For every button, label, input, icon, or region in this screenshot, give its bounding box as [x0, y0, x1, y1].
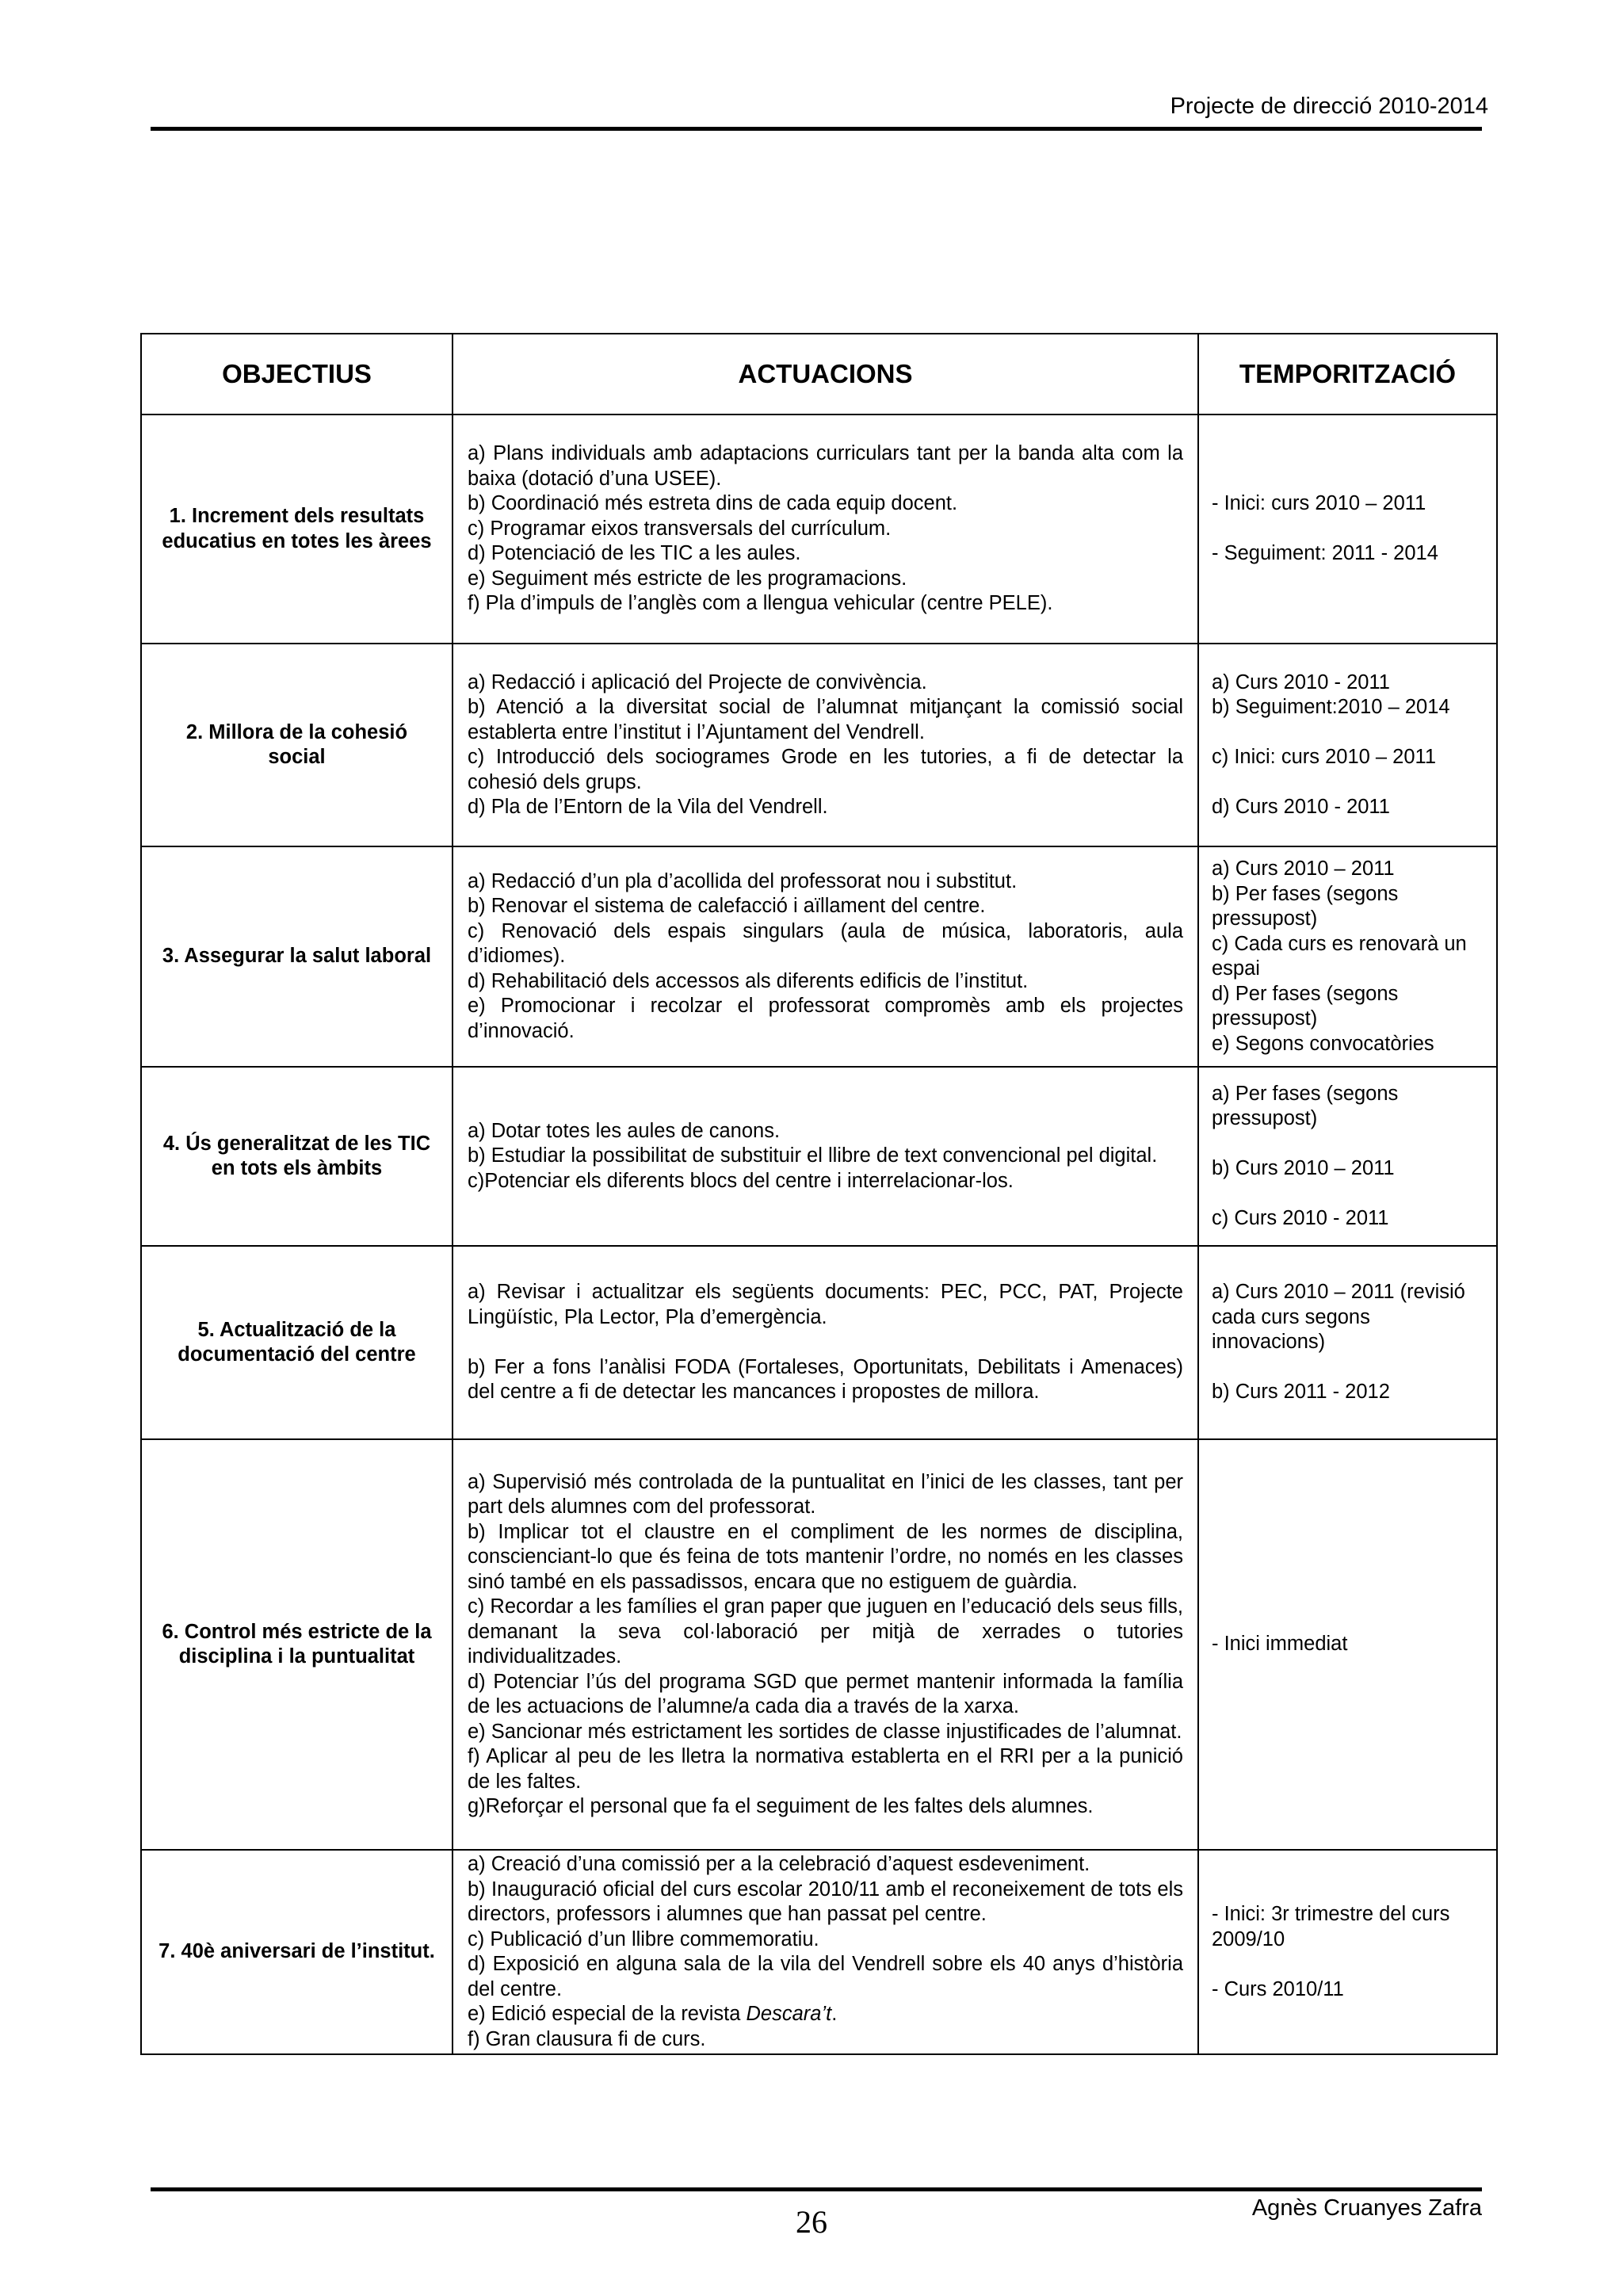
action-item: b) Estudiar la possibilitat de substituir el llibre de text convencional pel digital. — [468, 1144, 1158, 1167]
col-header-objectius: OBJECTIUS — [141, 334, 453, 415]
timing-item: b) Per fases (segons pressupost) — [1212, 882, 1399, 930]
timing-item: a) Curs 2010 – 2011 (revisió cada curs segons innovacions) — [1212, 1281, 1465, 1354]
actions-cell — [453, 1439, 1198, 1850]
action-item: b) Implicar tot el claustre en el compliment de les normes de disciplina, conscienciant-lo que és feina de tots mantenir l’ordre, no només en les classes sinó també en els passadissos, encara que no estiguem de guàrdia. — [468, 1520, 1183, 1593]
timing-spacer — [1212, 720, 1485, 746]
timing-item: d) Per fases (segons pressupost) — [1212, 982, 1399, 1030]
objective-cell: 7. 40è aniversari de l’institut. — [141, 1850, 453, 2054]
action-item: d) Rehabilitació dels accessos als diferents edificis de l’institut. — [468, 969, 1029, 992]
timing-cell — [1198, 644, 1497, 846]
action-item: d) Exposició en alguna sala de la vila del Vendrell sobre els 40 anys d’història del centre. — [468, 1953, 1183, 2000]
table-row — [141, 1439, 1497, 1850]
actions-cell — [453, 1246, 1198, 1439]
col-header-actuacions: ACTUACIONS — [453, 334, 1198, 415]
col-header-temporitzacio: TEMPORITZACIÓ — [1198, 334, 1497, 415]
timing-item: c) Inici: curs 2010 – 2011 — [1212, 746, 1437, 768]
action-item: g)Reforçar el personal que fa el seguiment de les faltes dels alumnes. — [468, 1795, 1094, 1817]
objective-cell: 3. Assegurar la salut laboral — [141, 846, 453, 1067]
action-item: b) Atenció a la diversitat social de l’alumnat mitjançant la comissió social establerta entre l’institut i l’Ajuntament del Vendrell. — [468, 696, 1183, 743]
timing-cell — [1198, 1246, 1497, 1439]
table-row — [141, 1067, 1497, 1246]
timing-item: - Inici: curs 2010 – 2011 — [1212, 492, 1426, 515]
action-item: c) Publicació d’un llibre commemoratiu. — [468, 1927, 819, 1950]
action-item: a) Plans individuals amb adaptacions curriculars tant per la banda alta com la baixa (dotació d’una USEE). — [468, 442, 1183, 490]
magazine-title: Descara’t — [746, 2003, 832, 2025]
footer-author: Agnès Cruanyes Zafra — [1251, 2195, 1482, 2221]
objectives-table — [140, 333, 1498, 2055]
timing-cell — [1198, 1850, 1497, 2054]
timing-cell — [1198, 415, 1497, 644]
action-item: c) Recordar a les famílies el gran paper que juguen en l’educació dels seus fills, demanant la seva col·laboració per mitjà de xerrades o tutories individualitzades. — [468, 1595, 1183, 1668]
timing-item: d) Curs 2010 - 2011 — [1212, 796, 1390, 818]
actions-cell — [453, 1067, 1198, 1246]
action-item — [468, 2002, 1183, 2027]
action-item: a) Creació d’una comissió per a la celebració d’aquest esdeveniment. — [468, 1853, 1090, 1875]
timing-spacer — [1212, 517, 1485, 542]
actions-cell — [453, 644, 1198, 846]
action-item: f) Gran clausura fi de curs. — [468, 2027, 706, 2050]
timing-cell — [1198, 1439, 1497, 1850]
header-title: Projecte de direcció 2010-2014 — [1170, 94, 1488, 119]
action-item: c) Programar eixos transversals del currículum. — [468, 517, 892, 540]
page-number: 26 — [796, 2204, 827, 2240]
action-item: e) Seguiment més estricte de les programacions. — [468, 567, 907, 590]
footer-rule — [151, 2187, 1482, 2191]
objective-cell: 4. Ús generalitzat de les TIC en tots els àmbits — [141, 1067, 453, 1246]
timing-item: - Curs 2010/11 — [1212, 1977, 1344, 2000]
timing-item: a) Curs 2010 - 2011 — [1212, 670, 1390, 693]
timing-item: a) Per fases (segons pressupost) — [1212, 1082, 1399, 1129]
timing-spacer — [1212, 770, 1485, 796]
action-item: c) Introducció dels sociogrames Grode en les tutories, a fi de detectar la cohesió dels grups. — [468, 746, 1183, 793]
actions-cell — [453, 1850, 1198, 2054]
timing-spacer — [1212, 1952, 1485, 1977]
objective-cell: 2. Millora de la cohesió social — [141, 644, 453, 846]
timing-item: b) Curs 2010 – 2011 — [1212, 1157, 1395, 1179]
timing-cell — [1198, 1067, 1497, 1246]
action-item: f) Aplicar al peu de les lletra la normativa establerta en el RRI per a la punició de les faltes. — [468, 1745, 1183, 1793]
timing-item: c) Cada curs es renovarà un espai — [1212, 932, 1467, 980]
action-item: b) Coordinació més estreta dins de cada equip docent. — [468, 492, 958, 515]
action-item: c) Renovació dels espais singulars (aula de música, laboratoris, aula d’idiomes). — [468, 919, 1183, 968]
action-item: b) Fer a fons l’anàlisi FODA (Fortaleses, Oportunitats, Debilitats i Amenaces) del centre a fi de detectar les mancances i propostes de millora. — [468, 1355, 1183, 1404]
timing-item: b) Seguiment:2010 – 2014 — [1212, 696, 1450, 718]
action-item: f) Pla d’impuls de l’anglès com a llengua vehicular (centre PELE). — [468, 592, 1053, 615]
action-item: a) Redacció d’un pla d’acollida del professorat nou i substitut. — [468, 869, 1018, 892]
action-item: a) Supervisió més controlada de la puntualitat en l’inici de les classes, tant per part dels alumnes com del professorat. — [468, 1470, 1183, 1518]
action-item: d) Potenciació de les TIC a les aules. — [468, 542, 801, 565]
objective-cell: 5. Actualització de la documentació del centre — [141, 1246, 453, 1439]
actions-cell — [453, 846, 1198, 1067]
objective-cell: 6. Control més estricte de la disciplina i la puntualitat — [141, 1439, 453, 1850]
action-item: a) Redacció i aplicació del Projecte de convivència. — [468, 670, 927, 693]
action-spacer — [468, 1330, 1183, 1355]
actions-cell — [453, 415, 1198, 644]
timing-item: e) Segons convocatòries — [1212, 1032, 1434, 1055]
timing-spacer — [1212, 1132, 1485, 1157]
table-row — [141, 644, 1497, 846]
timing-item: - Inici: 3r trimestre del curs 2009/10 — [1212, 1903, 1450, 1950]
action-item: b) Inauguració oficial del curs escolar 2010/11 amb el reconeixement de tots els directors, professors i alumnes que han passat pel centre. — [468, 1878, 1183, 1925]
timing-item: b) Curs 2011 - 2012 — [1212, 1381, 1390, 1404]
action-item: a) Revisar i actualitzar els següents documents: PEC, PCC, PAT, Projecte Lingüístic, Pla Lector, Pla d’emergència. — [468, 1281, 1183, 1328]
table-row — [141, 1850, 1497, 2054]
timing-cell — [1198, 846, 1497, 1067]
timing-item: c) Curs 2010 - 2011 — [1212, 1207, 1389, 1229]
timing-item: - Inici immediat — [1212, 1633, 1348, 1656]
timing-spacer — [1212, 1182, 1485, 1207]
action-item: b) Renovar el sistema de calefacció i aïllament del centre. — [468, 895, 986, 918]
table-header-row — [141, 334, 1497, 415]
action-item: d) Potenciar l’ús del programa SGD que permet mantenir informada la família de les actuacions de l’alumne/a cada dia a través de la xarxa. — [468, 1670, 1183, 1717]
table-row — [141, 846, 1497, 1067]
action-item: a) Dotar totes les aules de canons. — [468, 1119, 781, 1142]
action-item: e) Sancionar més estrictament les sortides de classe injustificades de l’alumnat. — [468, 1720, 1182, 1743]
action-item: d) Pla de l’Entorn de la Vila del Vendrell. — [468, 796, 828, 818]
timing-item: a) Curs 2010 – 2011 — [1212, 858, 1395, 880]
action-text: e) Edició especial de la revista — [468, 2003, 747, 2025]
table-row — [141, 1246, 1497, 1439]
timing-item: - Seguiment: 2011 - 2014 — [1212, 542, 1438, 565]
action-item: c)Potenciar els diferents blocs del centre i interrelacionar-los. — [468, 1169, 1014, 1192]
table-row — [141, 415, 1497, 644]
objective-cell: 1. Increment dels resultats educatius en totes les àrees — [141, 415, 453, 644]
timing-spacer — [1212, 1355, 1485, 1381]
action-text: . — [831, 2003, 838, 2025]
action-item: e) Promocionar i recolzar el professorat compromès amb els projectes d’innovació. — [468, 995, 1183, 1042]
header-rule — [151, 127, 1482, 131]
